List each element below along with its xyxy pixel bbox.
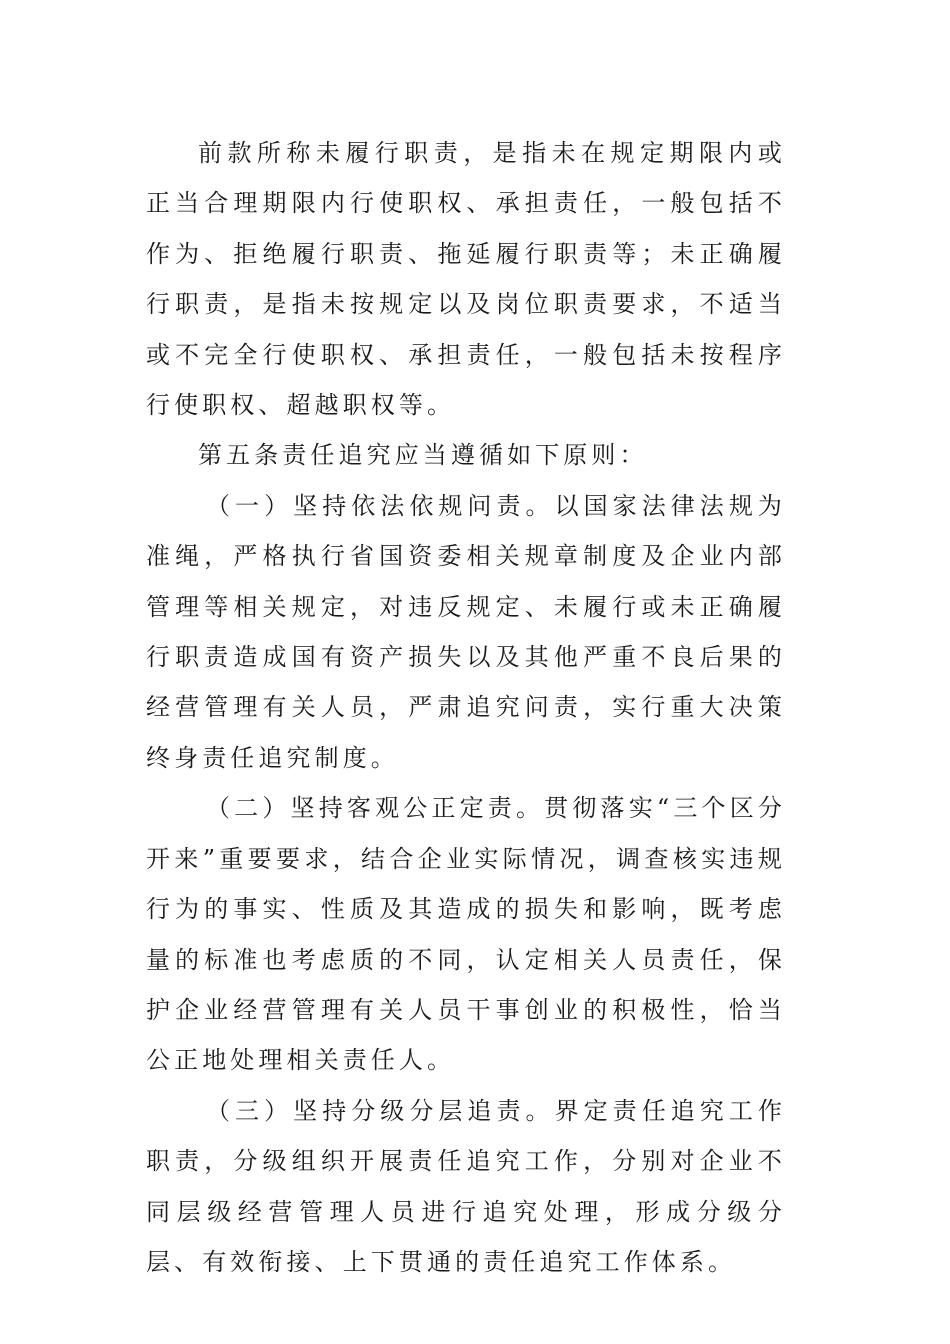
paragraph-article-five: 第五条责任追究应当遵循如下原则： <box>198 441 648 470</box>
document-body <box>146 128 786 1287</box>
paragraph-principle-two: （二）坚持客观公正定责。贯彻落实“三个区分开来”重要要求，结合企业实际情况，调查核实违规行为的事实、性质及其造成的损失和影响，既考虑量的标准也考虑质的不同，认定相关人员责任，保护企业经营管理有关人员干事创业的积极性，恰当公正地处理相关责任人。 <box>146 794 786 1075</box>
paragraph-principle-one: （一）坚持依法依规问责。以国家法律法规为准绳，严格执行省国资委相关规章制度及企业内部管理等相关规定，对违反规定、未履行或未正确履行职责造成国有资产损失以及其他严重不良后果的经营管理有关人员，严肃追究问责，实行重大决策终身责任追究制度。 <box>146 491 786 772</box>
paragraph-unfulfilled-duties-definition: 前款所称未履行职责，是指未在规定期限内或正当合理期限内行使职权、承担责任，一般包括不作为、拒绝履行职责、拖延履行职责等；未正确履行职责，是指未按规定以及岗位职责要求，不适当或不完全行使职权、承担责任，一般包括未按程序行使职权、超越职权等。 <box>146 139 786 420</box>
paragraph-principle-three: （三）坚持分级分层追责。界定责任追究工作职责，分级组织开展责任追究工作，分别对企业不同层级经营管理人员进行追究处理，形成分级分层、有效衔接、上下贯通的责任追究工作体系。 <box>146 1096 786 1276</box>
